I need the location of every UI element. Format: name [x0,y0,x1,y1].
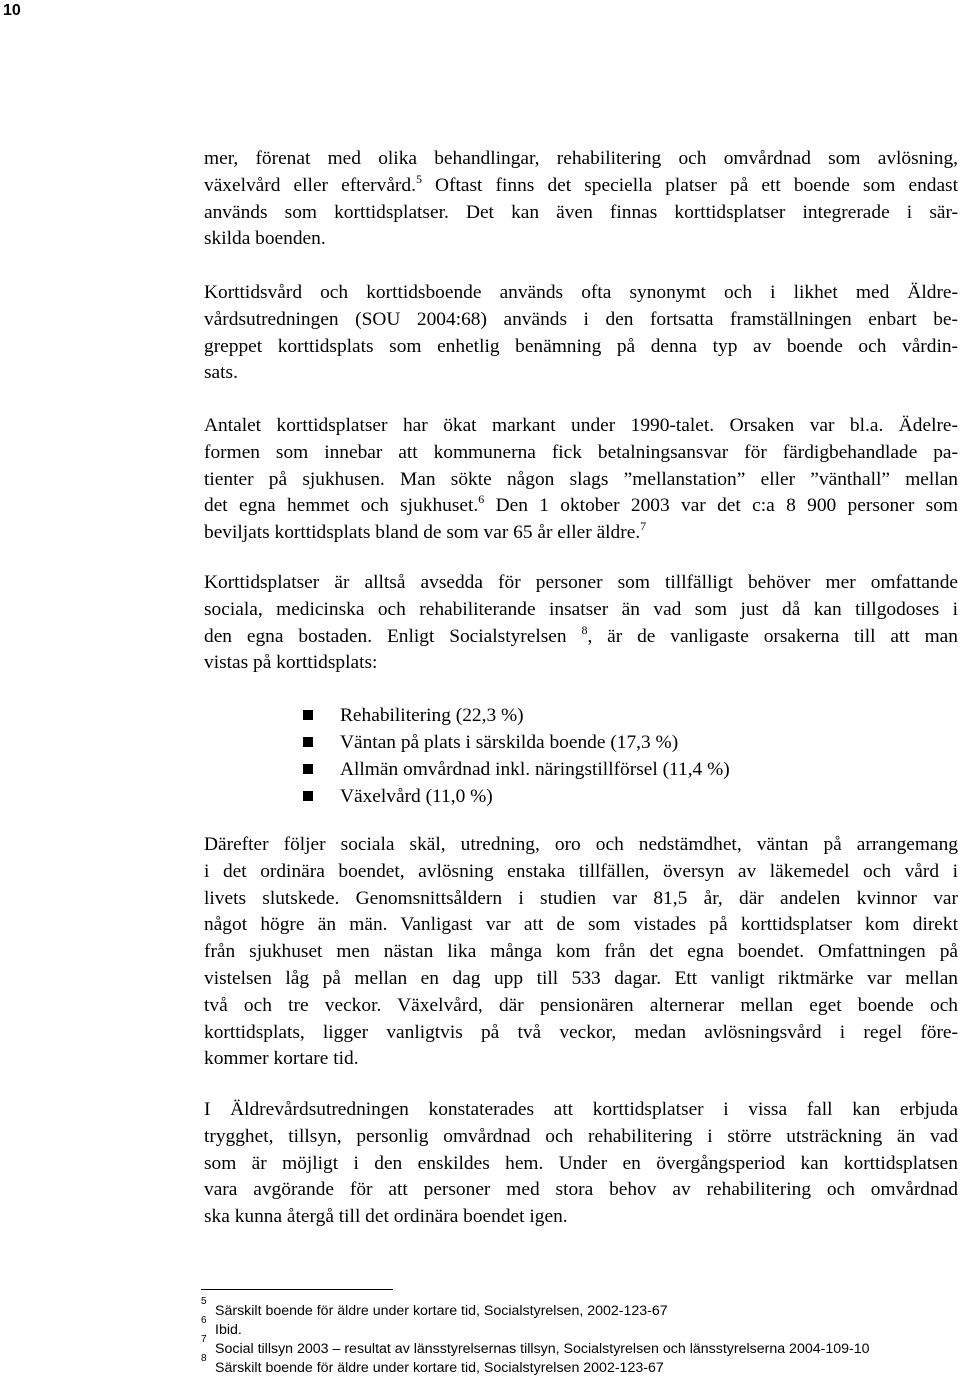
text-line: greppet korttidsplats som enhetlig benämning på denna typ av boende och vårdin- [204,335,958,357]
text-line: trygghet, tillsyn, personlig omvårdnad och rehabilitering i större utsträckning än vad [204,1125,958,1147]
list-item: Växelvård (11,0 %) [300,783,730,810]
footnote-text: Särskilt boende för äldre under kortare tid, Socialstyrelsen 2002-123-67 [215,1360,664,1376]
footnote-text: Social tillsyn 2003 – resultat av länsstyrelsernas tillsyn, Socialstyrelsen och länsstyrelserna 2004-109-10 [215,1341,870,1357]
page-number: 10 [3,2,21,19]
paragraph-statistics [204,832,958,1073]
square-bullet-icon [303,710,313,720]
text-line: ska kunna återgå till det ordinära boendet igen. [204,1206,568,1228]
text-line: används som korttidsplatser. Det kan även finnas korttidsplatser integrerade i sär- [204,201,958,223]
text-line: beviljats korttidsplats bland de som var 65 år eller äldre.$^7$ [204,519,647,544]
text-line: sociala, medicinska och rehabiliterande insatser än vad som just då kan tillgodoses i [204,598,958,620]
text-line: i det ordinära boendet, avlösning enstaka tillfällen, översyn av läkemedel och vård i [204,860,958,882]
footnote-number: 5 [201,1296,207,1307]
square-bullet-icon [303,764,313,774]
text-line: vistelsen låg på mellan en dag upp till 533 dagar. Ett vanligt riktmärke var mellan [204,967,958,989]
text-line: mer, förenat med olika behandlingar, rehabilitering och omvårdnad som avlösning, [204,148,958,169]
footnote-number: 8 [201,1353,207,1364]
text-line: det egna hemmet och sjukhuset.$^6$ Den 1 oktober 2003 var det c:a 8 900 personer som [204,492,958,517]
footnote-text: Särskilt boende för äldre under kortare tid, Socialstyrelsen, 2002-123-67 [215,1303,668,1319]
square-bullet-icon [303,791,313,801]
paragraph-purpose [204,570,958,677]
footnote-ref[interactable]: 5 [415,171,422,186]
text-line: den egna bostaden. Enligt Socialstyrelsen $^8$, är de vanligaste orsakerna till att man [204,622,958,647]
text-line: Antalet korttidsplatser har ökat markant under 1990-talet. Orsaken var bl.a. Ädelre- [204,415,958,436]
text-line: Därefter följer sociala skäl, utredning, oro och nedstämdhet, väntan på arrangemang [204,834,958,855]
text-line: Korttidsplatser är alltså avsedda för personer som tillfälligt behöver mer omfattande [204,572,958,593]
text-line: tienter på sjukhusen. Man sökte någon slags ”mellanstation” eller ”vänthall” mellan [204,468,958,490]
reasons-list [300,702,730,810]
footnote-ref[interactable]: 7 [640,519,647,534]
list-item: Allmän omvårdnad inkl. näringstillförsel (11,4 %) [300,756,730,783]
paragraph-terminology [204,280,958,387]
text-line: formen som innebar att kommunerna fick betalningsansvar för färdigbehandlade pa- [204,441,958,463]
text-line: något högre än män. Vanligast var att de som vistades på korttidsplatser kom direkt [204,914,958,936]
footnote-number: 7 [201,1334,207,1345]
footnote-text: Ibid. [215,1322,242,1338]
text-line: kommer kortare tid. [204,1048,359,1070]
paragraph-conclusion [204,1097,958,1231]
text-line: Korttidsvård och korttidsboende används ofta synonymt och i likhet med Äldre- [204,282,958,303]
text-line: sats. [204,362,238,384]
list-item: Rehabilitering (22,3 %) [300,702,730,729]
paragraph-history [204,413,958,547]
footnote-ref[interactable]: 6 [478,492,485,507]
text-line: vistas på korttidsplats: [204,652,378,674]
text-line: korttidsplats, ligger vanligtvis på två veckor, medan avlösningsvård i regel före- [204,1021,958,1043]
text-line: skilda boenden. [204,228,326,250]
text-line: två och tre veckor. Växelvård, där pensionären alternerar mellan eget boende och [204,994,958,1016]
footnote-ref[interactable]: 8 [581,622,588,637]
text-line: vårdsutredningen (SOU 2004:68) används i den fortsatta framställningen enbart be- [204,308,958,330]
text-line: I Äldrevårdsutredningen konstaterades att korttidsplatser i vissa fall kan erbjuda [204,1099,958,1120]
text-line: vara avgörande för att personer med stora behov av rehabilitering och omvårdnad [204,1179,958,1201]
footnote-divider [201,1289,393,1290]
list-item: Väntan på plats i särskilda boende (17,3 %) [300,729,730,756]
footnote-number: 6 [201,1315,207,1326]
text-line: växelvård eller eftervård.$^5$ Oftast finns det speciella platser på ett boende som endast [204,171,958,196]
text-line: livets slutskede. Genomsnittsåldern i studien var 81,5 år, där andelen kvinnor var [204,887,958,909]
text-line: som är möjligt i den enskildes hem. Under en övergångsperiod kan korttidsplatsen [204,1152,958,1174]
paragraph-intro [204,146,958,253]
square-bullet-icon [303,737,313,747]
text-line: från sjukhuset men nästan lika många kom från det egna boendet. Omfattningen på [204,941,958,963]
